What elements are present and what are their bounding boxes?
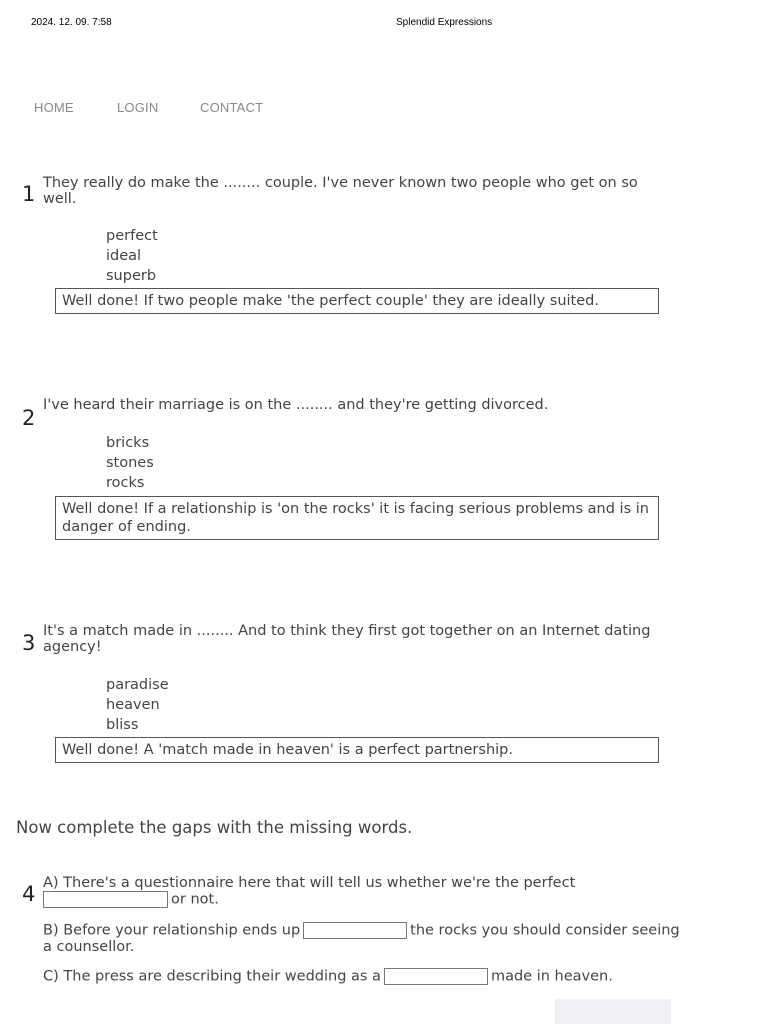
feedback-box: Well done! A 'match made in heaven' is a perfect partnership.	[55, 737, 659, 763]
question-text: I've heard their marriage is on the ........ and they're getting divorced.	[43, 397, 549, 413]
answer-option[interactable]: ideal	[106, 248, 142, 264]
nav-contact-link[interactable]: CONTACT	[200, 100, 264, 115]
gap-sentence-c	[43, 968, 683, 985]
gap-input-c[interactable]	[384, 968, 488, 985]
answer-option[interactable]: bliss	[106, 717, 139, 733]
question-text: They really do make the ........ couple. I've never known two people who get on so well.	[43, 175, 638, 207]
question-text: It's a match made in ........ And to think they first got together on an Internet dating agency!	[43, 623, 651, 655]
print-header	[0, 17, 768, 31]
gap-input-a[interactable]	[43, 891, 168, 908]
answer-option[interactable]: superb	[106, 268, 157, 284]
check-button-partial[interactable]	[555, 999, 671, 1024]
gap-sentence-b	[43, 922, 683, 955]
gap-text-after: or not.	[171, 891, 219, 908]
feedback-box: Well done! If two people make 'the perfect couple' they are ideally suited.	[55, 288, 659, 314]
answer-option[interactable]: rocks	[106, 475, 145, 491]
answer-option[interactable]: perfect	[106, 228, 158, 244]
print-title: Splendid Expressions	[396, 17, 493, 28]
answer-option[interactable]: paradise	[106, 677, 169, 693]
answer-options	[106, 226, 158, 286]
answer-options	[106, 433, 154, 493]
nav-login-link[interactable]: LOGIN	[117, 100, 159, 115]
answer-option[interactable]: heaven	[106, 697, 160, 713]
question-number: 4	[22, 882, 36, 906]
gap-text-after: made in heaven.	[490, 968, 613, 985]
gap-text-after: the rocks you should consider seeing a counsellor.	[43, 922, 680, 955]
gap-text-before: C) The press are describing their wedding as a	[43, 968, 381, 985]
gap-sentence-a	[43, 875, 683, 908]
print-date: 2024. 12. 09. 7:58	[31, 17, 112, 28]
answer-option[interactable]: stones	[106, 455, 154, 471]
question-number: 2	[22, 406, 36, 430]
gap-text-before: A) There's a questionnaire here that will tell us whether we're the perfect	[43, 875, 576, 891]
question-number: 3	[22, 631, 36, 655]
answer-option[interactable]: bricks	[106, 435, 150, 451]
gap-text-before: B) Before your relationship ends up	[43, 922, 301, 939]
gap-input-b[interactable]	[303, 922, 407, 939]
question-number: 1	[22, 182, 36, 206]
feedback-box: Well done! If a relationship is 'on the rocks' it is facing serious problems and is in danger of ending.	[55, 496, 659, 540]
instruction-heading: Now complete the gaps with the missing words.	[16, 818, 413, 837]
nav-home-link[interactable]: HOME	[34, 100, 74, 115]
answer-options	[106, 675, 169, 735]
